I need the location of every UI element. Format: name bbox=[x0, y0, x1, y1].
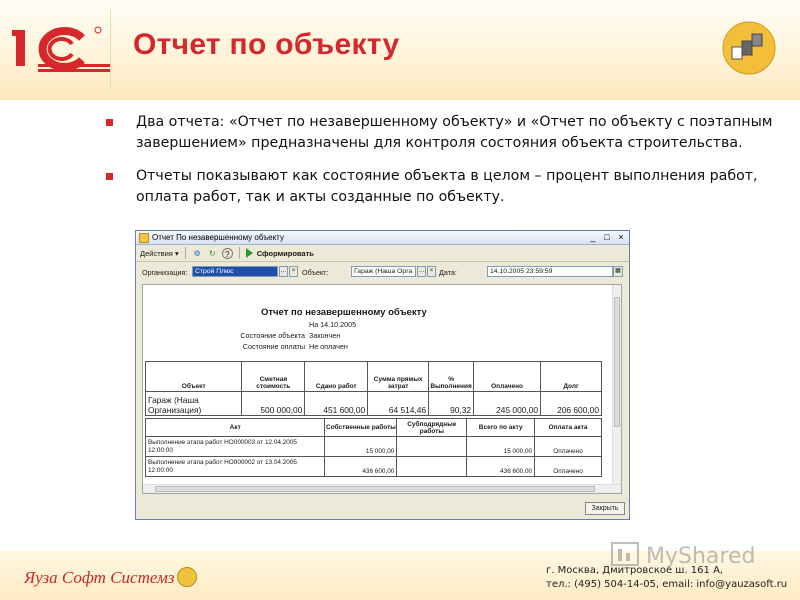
table-cell: 436 600,00 bbox=[467, 457, 535, 477]
bullet-item bbox=[104, 166, 784, 208]
bullet-text: Отчеты показывают как состояние объекта в целом – процент выполнения работ, оплата работ, так и акты созданные по объекту. bbox=[136, 168, 758, 205]
object-state-value: Закончен bbox=[309, 331, 341, 340]
toolbar-separator bbox=[239, 247, 240, 259]
report-area bbox=[142, 284, 622, 494]
horizontal-scrollbar[interactable] bbox=[143, 484, 621, 493]
object-field[interactable]: Гараж (Наша Орга bbox=[351, 266, 416, 277]
address-line: г. Москва, Дмитровское ш. 161 А, bbox=[546, 565, 724, 576]
brand-logo-icon bbox=[177, 567, 197, 587]
brand-name: Яуза Софт Системз bbox=[24, 568, 175, 587]
actions-menu[interactable]: Действия ▾ bbox=[140, 248, 179, 258]
toolbar bbox=[136, 245, 629, 262]
organization-clear-button[interactable]: × bbox=[289, 266, 298, 277]
table-cell: Оплачено bbox=[535, 457, 602, 477]
table-cell: 451 600,00 bbox=[305, 392, 368, 416]
column-header: Оплачено bbox=[474, 362, 541, 392]
table-row bbox=[146, 457, 602, 477]
bullet-text: Два отчета: «Отчет по незавершенному объекту» и «Отчет по объекту с поэтапным завершением» предназначены для контроля состояния объекта строительства. bbox=[136, 114, 773, 151]
bullet-marker bbox=[106, 119, 113, 126]
object-label: Объект: bbox=[302, 268, 329, 277]
vertical-scrollbar[interactable] bbox=[612, 285, 621, 493]
summary-header-row bbox=[146, 362, 602, 392]
report-date: На 14.10.2005 bbox=[309, 320, 357, 329]
column-header: % Выполнения bbox=[429, 362, 474, 392]
close-button[interactable]: Закрыть bbox=[585, 502, 625, 515]
table-cell: 64 514,46 bbox=[368, 392, 429, 416]
column-header: Оплата акта bbox=[535, 419, 602, 437]
organization-field[interactable]: Строй Плюс bbox=[192, 266, 278, 277]
1c-logo bbox=[12, 20, 112, 76]
table-row bbox=[146, 437, 602, 457]
payment-state-value: Не оплачен bbox=[309, 342, 348, 351]
window-titlebar[interactable] bbox=[136, 231, 629, 245]
table-cell[interactable]: Выполнение этапа работ НО000003 от 12.04.2005 12:00:00 bbox=[146, 437, 325, 457]
minimize-button[interactable]: _ bbox=[590, 232, 596, 242]
table-cell: 15 000,00 bbox=[325, 437, 397, 457]
organization-label: Организация: bbox=[142, 268, 188, 277]
contact-line: тел.: (495) 504-14-05, email: info@yauzasoft.ru bbox=[546, 579, 788, 590]
column-header: Собственные работы bbox=[325, 419, 397, 437]
run-icon[interactable] bbox=[246, 248, 253, 258]
object-clear-button[interactable]: × bbox=[427, 266, 436, 277]
watermark-text: MyShared bbox=[646, 544, 756, 569]
acts-table bbox=[145, 418, 602, 477]
column-header: Долг bbox=[541, 362, 602, 392]
parameters-bar bbox=[136, 262, 629, 282]
calendar-icon[interactable]: ▦ bbox=[613, 266, 623, 277]
vertical-scroll-thumb[interactable] bbox=[614, 297, 620, 427]
table-cell: 500 000,00 bbox=[242, 392, 305, 416]
column-header: Субподрядные работы bbox=[397, 419, 467, 437]
date-label: Дата: bbox=[439, 268, 457, 277]
column-header: Акт bbox=[146, 419, 325, 437]
window-title: Отчет По незавершенному объекту bbox=[152, 233, 284, 242]
column-header: Объект bbox=[146, 362, 242, 392]
maximize-button[interactable]: □ bbox=[604, 232, 610, 242]
payment-state-label: Состояние оплаты bbox=[242, 342, 305, 351]
column-header: Сумма прямых затрат bbox=[368, 362, 429, 392]
object-select-button[interactable]: … bbox=[417, 266, 426, 277]
bullet-list bbox=[104, 112, 784, 220]
summary-table bbox=[145, 361, 602, 416]
help-icon[interactable]: ? bbox=[222, 248, 233, 259]
column-header: Всего по акту bbox=[467, 419, 535, 437]
window-app-icon bbox=[139, 233, 149, 243]
header-divider bbox=[110, 10, 111, 90]
date-field[interactable]: 14.10.2005 23:59:59 bbox=[487, 266, 613, 277]
report-window bbox=[135, 230, 630, 520]
settings-icon[interactable]: ⚙ bbox=[193, 248, 201, 258]
table-cell bbox=[397, 457, 467, 477]
table-cell: 90,32 bbox=[429, 392, 474, 416]
table-cell[interactable]: Гараж (Наша Организация) bbox=[146, 392, 242, 416]
acts-header-row bbox=[146, 419, 602, 437]
organization-select-button[interactable]: … bbox=[279, 266, 288, 277]
toolbar-separator bbox=[185, 247, 186, 259]
table-cell bbox=[397, 437, 467, 457]
object-state-label: Состояние объекта bbox=[240, 331, 305, 340]
actions-menu-label: Действия bbox=[140, 248, 173, 258]
form-report-button[interactable]: Сформировать bbox=[256, 248, 314, 258]
table-cell: Оплачено bbox=[535, 437, 602, 457]
refresh-icon[interactable]: ↻ bbox=[208, 248, 216, 258]
report-title: Отчет по незавершенному объекту bbox=[261, 307, 427, 318]
window-controls bbox=[587, 232, 627, 243]
column-header: Сметная стоимость bbox=[242, 362, 305, 392]
table-cell: 206 600,00 bbox=[541, 392, 602, 416]
horizontal-scroll-thumb[interactable] bbox=[155, 486, 595, 492]
bullet-item bbox=[104, 112, 784, 154]
page-title: Отчет по объекту bbox=[133, 28, 400, 61]
app-badge-icon bbox=[722, 21, 776, 75]
table-cell: 245 000,00 bbox=[474, 392, 541, 416]
footer-address bbox=[546, 564, 787, 592]
bullet-marker bbox=[106, 173, 113, 180]
close-window-button[interactable]: × bbox=[618, 232, 624, 242]
header-band bbox=[0, 0, 800, 100]
column-header: Сдано работ bbox=[305, 362, 368, 392]
table-cell: 436 600,00 bbox=[325, 457, 397, 477]
table-cell: 15 000,00 bbox=[467, 437, 535, 457]
table-cell[interactable]: Выполнение этапа работ НО000002 от 13.04.2005 12:00:00 bbox=[146, 457, 325, 477]
table-row bbox=[146, 392, 602, 416]
